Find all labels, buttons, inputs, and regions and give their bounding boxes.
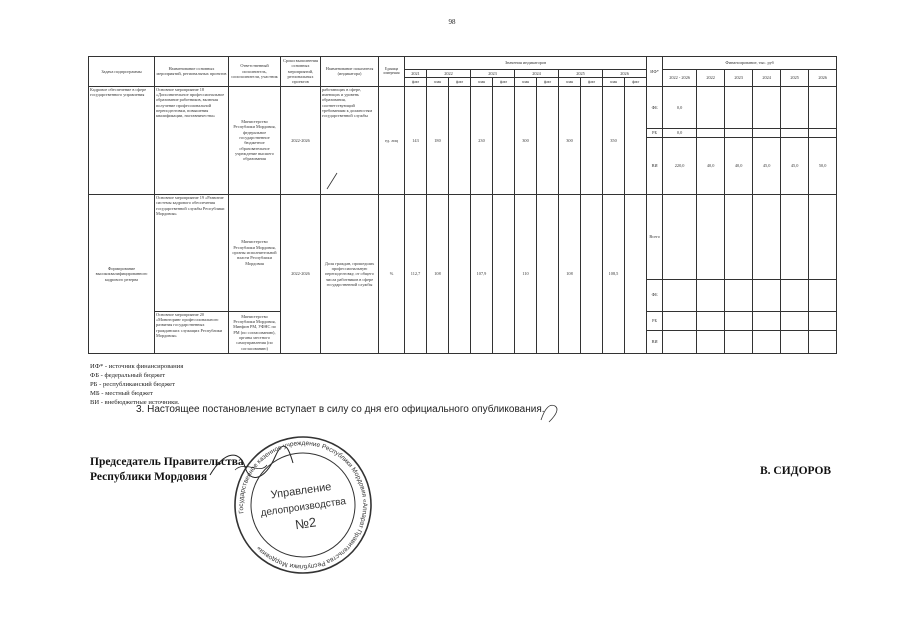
row2-indicator: Доля граждан, прошедших профессиональную переподготовку, от общего числа работников в сфере государственной службы xyxy=(321,194,379,353)
pen-stroke xyxy=(325,172,339,190)
empty-cell xyxy=(781,311,809,330)
empty-cell xyxy=(809,311,837,330)
empty-cell xyxy=(809,129,837,137)
subhead: план xyxy=(471,78,493,86)
subhead: план xyxy=(427,78,449,86)
row2-value-2024: 110 xyxy=(515,194,537,353)
row2-value-2022: 108 xyxy=(427,194,449,353)
empty-cell xyxy=(753,279,781,311)
empty-cell xyxy=(753,129,781,137)
year-2025: 2025 xyxy=(559,69,603,77)
fin-year-2024: 2024 xyxy=(753,69,781,86)
pen-mark xyxy=(537,400,567,425)
subhead: план xyxy=(559,78,581,86)
empty-cell xyxy=(697,194,725,279)
header-unit: Единица измерения xyxy=(379,57,405,87)
legend-item: ИФ* - источник финансирования xyxy=(90,363,184,370)
empty-cell xyxy=(449,194,471,353)
header-indicator: Наименование показателя (индикатора) xyxy=(321,57,379,87)
subhead: факт xyxy=(625,78,647,86)
row1-goal: Кадровое обеспечение в сфере государственного управления xyxy=(89,86,155,194)
row2-src-fb: ФБ xyxy=(647,279,663,311)
empty-cell xyxy=(697,330,725,353)
empty-cell xyxy=(581,194,603,353)
signatory-title-line1: Председатель Правительства xyxy=(90,456,244,468)
row2-value-2021: 112,7 xyxy=(405,194,427,353)
signatory-name: В. СИДОРОВ xyxy=(760,465,832,477)
empty-cell xyxy=(449,86,471,194)
row1-executor: Министерство Республики Мордовия, федеральное государственное бюджетное образовательное учреждение высшего образования xyxy=(229,86,281,194)
signatory-title-line2: Республики Мордовия xyxy=(90,471,208,483)
empty-cell xyxy=(697,129,725,137)
empty-cell xyxy=(663,311,697,330)
header-measures: Наименование основных мероприятий, региональных проектов xyxy=(155,57,229,87)
empty-cell xyxy=(781,194,809,279)
empty-cell xyxy=(725,330,753,353)
empty-cell xyxy=(625,86,647,194)
empty-cell xyxy=(809,330,837,353)
empty-cell xyxy=(753,86,781,128)
row1-rb-total: 0,0 xyxy=(663,129,697,137)
empty-cell xyxy=(625,194,647,353)
stamp-line1: Управление xyxy=(269,480,333,502)
header-deadline: Сроки выполнения основных мероприятий, региональных проектов xyxy=(281,57,321,87)
row1-value-2024: 300 xyxy=(515,86,537,194)
stamp-line3: №2 xyxy=(294,514,318,533)
row1-src-rb: РБ xyxy=(647,129,663,137)
empty-cell xyxy=(753,330,781,353)
year-2021: 2021 xyxy=(405,69,427,77)
fin-year-2023: 2023 xyxy=(725,69,753,86)
row1-indicator: работающих в сфере, имеющих и уровень образования, соответствующий требованиям к должностям государственной службы xyxy=(321,86,379,194)
subhead: план xyxy=(603,78,625,86)
decree-text: 3. Настоящее постановление вступает в силу со дня его официального опубликования. xyxy=(136,404,545,415)
row2-measure-b: Основное мероприятие 20 «Мониторинг профессионального развития государственных гражданских служащих Республики Мордовия» xyxy=(155,311,229,353)
legend xyxy=(90,362,183,407)
row1-measure: Основное мероприятие 18 «Дополнительное профессиональное образование работников, включая получение профессиональной переподготовки, повышения квалификации, наставничества» xyxy=(155,86,229,194)
empty-cell xyxy=(663,330,697,353)
empty-cell xyxy=(663,279,697,311)
row1-vi-2024: 45,0 xyxy=(753,137,781,194)
row2-measure-a: Основное мероприятие 19 «Развитие системы кадрового обеспечения государственной службы Республики Мордовия» xyxy=(155,194,229,311)
empty-cell xyxy=(725,194,753,279)
official-stamp xyxy=(228,430,378,580)
empty-cell xyxy=(809,86,837,128)
row1-value-2025: 300 xyxy=(559,86,581,194)
empty-cell xyxy=(781,86,809,128)
header-source: ИФ* xyxy=(647,57,663,87)
row1-vi-total: 220,0 xyxy=(663,137,697,194)
row2-value-2025: 108 xyxy=(559,194,581,353)
subhead: факт xyxy=(581,78,603,86)
row2-executor-b: Министерство Республики Мордовия, Минфин РМ, УФНС по РМ (по согласованию), органы местного самоуправления (по согласованию) xyxy=(229,311,281,353)
year-2026: 2026 xyxy=(603,69,647,77)
row1-value-2023: 230 xyxy=(471,86,493,194)
row1-vi-2026: 50,0 xyxy=(809,137,837,194)
stamp-ring-text: Государственное казенное учреждение Республики Мордовия «Аппарат Правительства Республики Мордовия» xyxy=(237,439,369,571)
fin-year-2022: 2022 xyxy=(697,69,725,86)
page-number: 98 xyxy=(448,18,456,26)
year-2023: 2023 xyxy=(471,69,515,77)
row2-value-2026: 108,5 xyxy=(603,194,625,353)
empty-cell xyxy=(493,194,515,353)
empty-cell xyxy=(781,330,809,353)
row2-deadline: 2022-2026 xyxy=(281,194,321,353)
subhead: факт xyxy=(449,78,471,86)
row1-value-2026: 350 xyxy=(603,86,625,194)
stamp-line2: делопроизводства xyxy=(259,496,347,519)
legend-item: РБ - республиканский бюджет xyxy=(90,381,175,388)
empty-cell xyxy=(663,194,697,279)
row1-src-vi: ВИ xyxy=(647,137,663,194)
row2-unit: % xyxy=(379,194,405,353)
row1-vi-2025: 45,0 xyxy=(781,137,809,194)
legend-item: МБ - местный бюджет xyxy=(90,390,153,397)
empty-cell xyxy=(725,129,753,137)
row2-goal: Формирование высококвалифицированного кадрового резерва xyxy=(89,194,155,353)
empty-cell xyxy=(781,279,809,311)
empty-cell xyxy=(725,86,753,128)
empty-cell xyxy=(581,86,603,194)
year-2024: 2024 xyxy=(515,69,559,77)
year-2022: 2022 xyxy=(427,69,471,77)
empty-cell xyxy=(537,86,559,194)
subhead: план xyxy=(515,78,537,86)
row2-src-vi: ВИ xyxy=(647,330,663,353)
empty-cell xyxy=(697,279,725,311)
row1-src-fb: ФБ xyxy=(647,86,663,128)
row2-src-rb: РБ xyxy=(647,311,663,330)
empty-cell xyxy=(697,311,725,330)
empty-cell xyxy=(809,194,837,279)
row1-value-2022: 180 xyxy=(427,86,449,194)
legend-item: ФБ - федеральный бюджет xyxy=(90,372,166,379)
row2-src-total: Всего xyxy=(647,194,663,279)
fin-year-2026: 2026 xyxy=(809,69,837,86)
row1-vi-2022: 40,0 xyxy=(697,137,725,194)
subhead: факт xyxy=(405,78,427,86)
empty-cell xyxy=(725,311,753,330)
fin-year-total: 2022 - 2026 xyxy=(663,69,697,86)
header-goal: Задача подпрограммы xyxy=(89,57,155,87)
header-values: Значения индикаторов xyxy=(405,57,647,70)
row1-fb-total: 0,0 xyxy=(663,86,697,128)
subhead: факт xyxy=(493,78,515,86)
row1-deadline: 2022-2026 xyxy=(281,86,321,194)
empty-cell xyxy=(537,194,559,353)
row2-value-2023: 107,9 xyxy=(471,194,493,353)
fin-year-2025: 2025 xyxy=(781,69,809,86)
subhead: факт xyxy=(537,78,559,86)
empty-cell xyxy=(753,194,781,279)
header-financing: Финансирование, тыс. руб xyxy=(663,57,837,70)
row1-vi-2023: 40,0 xyxy=(725,137,753,194)
empty-cell xyxy=(493,86,515,194)
row1-value-2021: 143 xyxy=(405,86,427,194)
empty-cell xyxy=(809,279,837,311)
program-table xyxy=(88,56,837,354)
empty-cell xyxy=(697,86,725,128)
row1-unit: ед. лиц xyxy=(379,86,405,194)
empty-cell xyxy=(753,311,781,330)
empty-cell xyxy=(725,279,753,311)
legend-item: ВИ - внебюджетные источники. xyxy=(90,399,180,406)
empty-cell xyxy=(781,129,809,137)
header-executors: Ответственный исполнитель, соисполнители, участник xyxy=(229,57,281,87)
row2-executor-a: Министерство Республики Мордовия, органы исполнительной власти Республики Мордовия xyxy=(229,194,281,311)
